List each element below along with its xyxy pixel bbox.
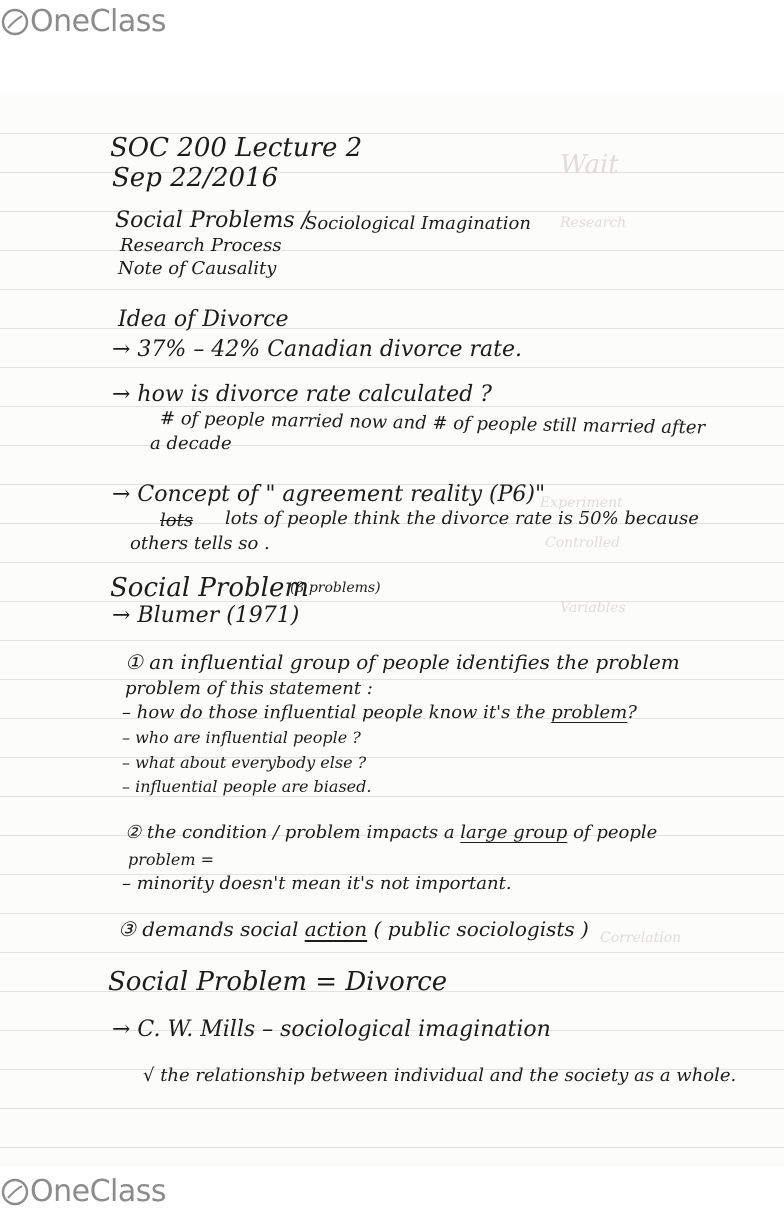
topic-research-process: Research Process [120, 235, 282, 256]
bleed-through-text: Correlation [600, 930, 682, 946]
problem-2-label: problem = [128, 850, 215, 869]
calculation-line-1: # of people married now and # of people still married after [159, 408, 706, 439]
underlined-word: action [304, 917, 368, 941]
relationship-line: √ the relationship between individual and the society as a whole. [143, 1065, 737, 1086]
problem-2-line [125, 822, 657, 843]
social-problem-divorce: Social Problem = Divorce [108, 967, 448, 997]
bleed-through-text: Experiment [540, 495, 623, 511]
three-problems-note: (3 problems) [290, 580, 381, 596]
calculation-line-2: a decade [150, 433, 232, 454]
bullet-punctuation: ? [627, 702, 637, 723]
bullet-text: – how do those influential people know it's the [122, 702, 546, 723]
blumer-line: → Blumer (1971) [112, 603, 300, 628]
mills-line: → C. W. Mills – sociological imagination [112, 1017, 551, 1042]
problem-1-line: ① an influential group of people identifies the problem [125, 650, 680, 674]
brand-name: OneClass [30, 4, 167, 39]
brand-name: OneClass [30, 1174, 167, 1209]
problem-of-statement: problem of this statement : [125, 678, 373, 699]
how-calculated-line: → how is divorce rate calculated ? [112, 382, 492, 407]
problem-2-text: ② the condition / problem impacts a [125, 822, 455, 843]
problem-1-bullet-3: – what about everybody else ? [122, 753, 367, 772]
divorce-rate-line: → 37% – 42% Canadian divorce rate. [112, 337, 522, 362]
problem-2-text-end: of people [573, 822, 658, 843]
bleed-through-text: Wait [560, 150, 619, 180]
agreement-reality-line: → Concept of " agreement reality (P6)" [112, 482, 546, 507]
oneclass-watermark-bottom [0, 1174, 166, 1209]
lecture-date: Sep 22/2016 [112, 163, 279, 193]
lecture-title: SOC 200 Lecture 2 [110, 133, 363, 163]
bleed-through-text: Research [560, 215, 627, 231]
others-tells-line: others tells so . [130, 533, 270, 554]
topic-sociological-imagination: Sociological Imagination [305, 213, 531, 234]
topic-causality: Note of Causality [118, 258, 277, 279]
underlined-phrase: large group [460, 822, 568, 843]
bleed-through-text: Variables [560, 600, 626, 616]
problem-1-bullet-1 [122, 702, 637, 723]
topic-social-problems: Social Problems / [115, 208, 310, 233]
problem-1-bullet-4: – influential people are biased. [122, 777, 372, 796]
idea-of-divorce: Idea of Divorce [118, 307, 289, 332]
problem-2-bullet-1: – minority doesn't mean it's not important. [122, 873, 512, 894]
problem-3-line [118, 917, 589, 941]
underlined-word: problem [551, 702, 628, 723]
problem-3-text: ③ demands social [118, 917, 299, 941]
problem-1-bullet-2: – who are influential people ? [122, 728, 361, 747]
notebook-page [0, 95, 784, 1167]
social-problem-heading: Social Problem [110, 573, 309, 603]
problem-3-text-end: ( public sociologists ) [373, 917, 589, 941]
crossed-out-word: lots [160, 510, 194, 531]
divorce-rate-belief-line: lots of people think the divorce rate is 50% because [225, 508, 699, 529]
bleed-through-text: Controlled [545, 535, 621, 551]
oneclass-watermark-top [0, 4, 166, 39]
